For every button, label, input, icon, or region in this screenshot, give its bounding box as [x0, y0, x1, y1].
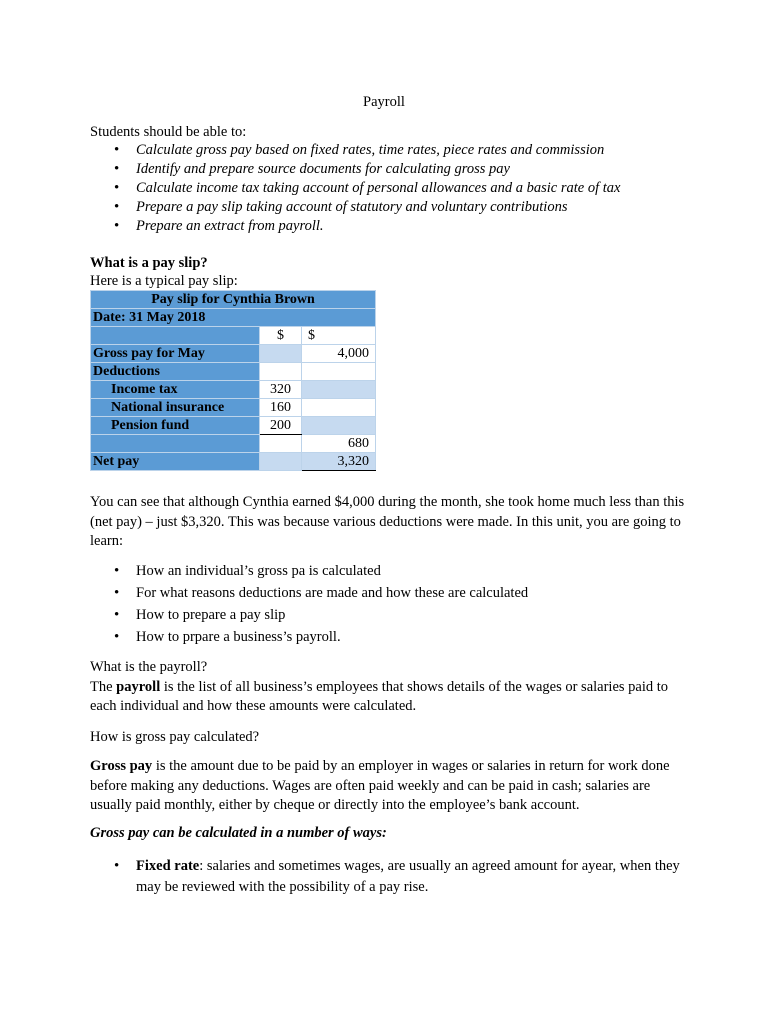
list-item: • Identify and prepare source documents for calculating gross pay: [90, 160, 620, 179]
table-row: [91, 381, 376, 399]
table-row: [91, 399, 376, 417]
net-pay-label: Net pay: [91, 453, 260, 471]
list-item: • How an individual’s gross pa is calculated: [90, 562, 528, 584]
deduction-label: Pension fund: [91, 417, 260, 435]
table-row: [91, 435, 376, 453]
list-item: • How to prpare a business’s payroll.: [90, 628, 528, 650]
table-row: [91, 363, 376, 381]
way-term: Fixed rate: [136, 858, 200, 874]
table-row: [91, 327, 376, 345]
list-item: • Fixed rate: salaries and sometimes wages, are usually an agreed amount for ayear, when they may be reviewed with the possibility of a pay rise.: [90, 856, 690, 898]
payslip-intro: Here is a typical pay slip:: [90, 273, 238, 289]
page-title: Payroll: [363, 94, 405, 110]
objectives-intro: Students should be able to:: [90, 124, 247, 140]
list-item: • Prepare an extract from payroll.: [90, 217, 620, 236]
gross-pay-value: 4,000: [302, 345, 376, 363]
table-row: [91, 417, 376, 435]
deduction-value: 320: [260, 381, 302, 399]
deduction-value: 160: [260, 399, 302, 417]
column-header: $: [260, 327, 302, 345]
payslip-heading: What is a pay slip?: [90, 255, 208, 271]
net-pay-value: 3,320: [302, 453, 376, 471]
learning-list: [90, 562, 528, 650]
deduction-value: 200: [260, 417, 302, 435]
list-item: • Calculate income tax taking account of personal allowances and a basic rate of tax: [90, 179, 620, 198]
payslip-table: [90, 290, 376, 471]
gross-pay-label: Gross pay for May: [91, 345, 260, 363]
table-row: [91, 291, 376, 309]
gross-pay-definition: Gross pay is the amount due to be paid by an employer in wages or salaries in return for work done before making any deductions. Wages are often paid weekly and can be paid in cash; salaries are usually paid monthly, either by cheque or directly into the employee’s bank account.: [90, 758, 670, 813]
objectives-list: [90, 141, 620, 236]
table-row: [91, 309, 376, 327]
total-deductions-value: 680: [302, 435, 376, 453]
table-row: [91, 345, 376, 363]
list-item: • For what reasons deductions are made and how these are calculated: [90, 584, 528, 606]
payroll-term: payroll: [116, 679, 161, 695]
payroll-definition: The payroll is the list of all business’s employees that shows details of the wages or salaries paid to each individual and how these amounts were calculated.: [90, 679, 669, 714]
ways-heading: Gross pay can be calculated in a number of ways:: [90, 825, 387, 841]
deductions-label: Deductions: [91, 363, 260, 381]
deduction-label: National insurance: [91, 399, 260, 417]
table-row: [91, 453, 376, 471]
list-item: • How to prepare a pay slip: [90, 606, 528, 628]
payroll-question: What is the payroll?: [90, 659, 208, 675]
gross-pay-term: Gross pay: [90, 758, 153, 774]
net-pay-explanation: You can see that although Cynthia earned $4,000 during the month, she took home much less than this (net pay) – just $3,320. This was because various deductions were made. In this unit, you are going to learn:: [90, 494, 685, 549]
column-header: $: [302, 327, 376, 345]
deduction-label: Income tax: [91, 381, 260, 399]
list-item: • Calculate gross pay based on fixed rates, time rates, piece rates and commission: [90, 141, 620, 160]
ways-list: [90, 856, 690, 898]
payslip-date: Date: 31 May 2018: [91, 309, 376, 327]
list-item: • Prepare a pay slip taking account of statutory and voluntary contributions: [90, 198, 620, 217]
gross-pay-question: How is gross pay calculated?: [90, 729, 260, 745]
payslip-title: Pay slip for Cynthia Brown: [91, 291, 376, 309]
